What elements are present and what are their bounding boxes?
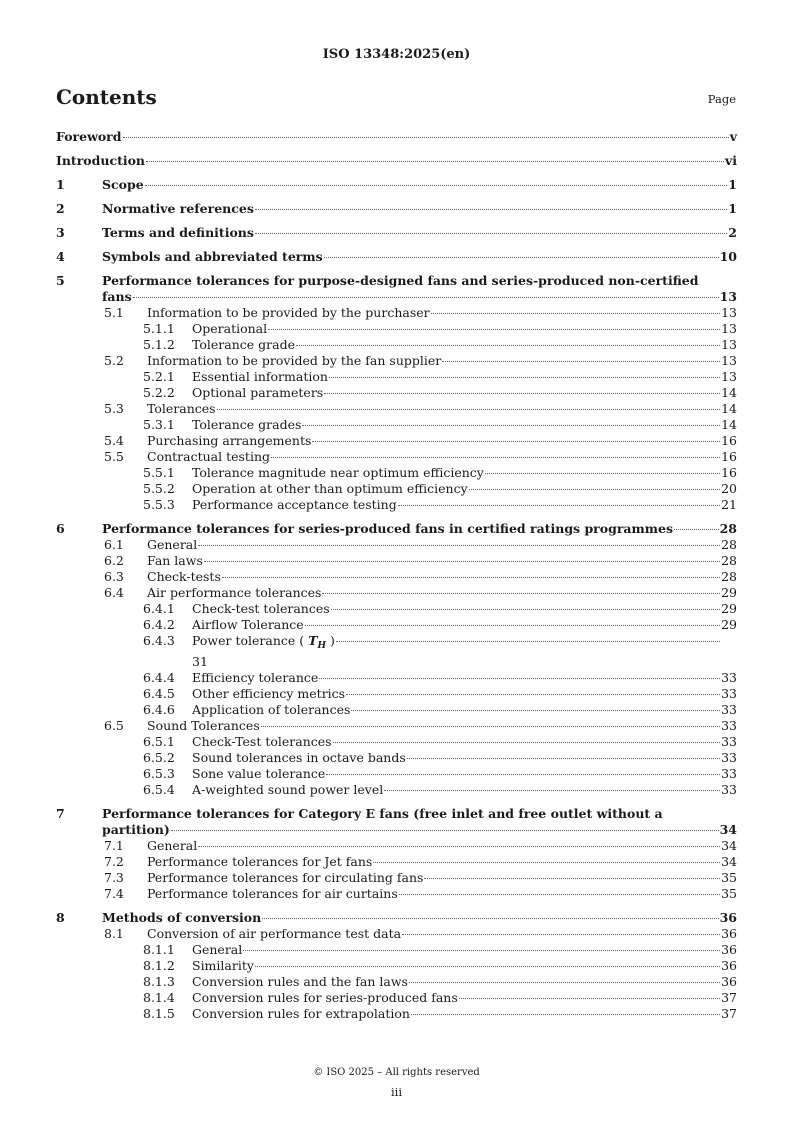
toc-entry-page: 28 <box>721 569 737 584</box>
toc-entry-page: 33 <box>721 766 737 781</box>
toc-entry-number: 6.1 <box>104 537 124 552</box>
toc-entry-title: Conversion of air performance test data <box>147 926 402 941</box>
toc-entry-number: 5.1 <box>104 305 124 320</box>
toc-entry-6-4-1[interactable] <box>56 601 737 617</box>
toc-entry-title-continued: fans <box>102 289 132 304</box>
toc-entry-number: 5.3 <box>104 401 124 416</box>
toc-entry-number: 5.2.2 <box>143 385 175 400</box>
dot-leader <box>324 393 720 394</box>
toc-entry-number: 7.3 <box>104 870 124 885</box>
toc-entry-page: 34 <box>721 838 737 853</box>
toc-entry-number: 6 <box>56 521 65 536</box>
toc-entry-6-4[interactable] <box>56 585 737 601</box>
dot-leader <box>312 441 720 442</box>
toc-entry-number: 6.5.3 <box>143 766 175 781</box>
toc-entry-number: 5.5 <box>104 449 124 464</box>
toc-entry-8-1-1[interactable] <box>56 942 737 958</box>
toc-entry-5-1[interactable] <box>56 305 737 321</box>
toc-entry-title: Tolerances <box>147 401 216 416</box>
toc-entry-5-2-2[interactable] <box>56 385 737 401</box>
toc-entry-title: Scope <box>102 177 144 192</box>
copyright-footer: © ISO 2025 – All rights reserved <box>313 1067 480 1078</box>
toc-entry-number: 2 <box>56 201 65 216</box>
dot-leader <box>146 161 724 162</box>
toc-entry-title: Optional parameters <box>192 385 324 400</box>
toc-entry-5-5-2[interactable] <box>56 481 737 497</box>
page-column-label: Page <box>707 92 736 106</box>
dot-leader <box>198 545 720 546</box>
toc-entry-number: 8.1.5 <box>143 1006 175 1021</box>
dot-leader <box>123 137 729 138</box>
toc-entry-page: 37 <box>721 1006 737 1021</box>
toc-entry-number: 8.1.3 <box>143 974 175 989</box>
toc-entry-6-4-6[interactable] <box>56 702 737 718</box>
document-id-header: ISO 13348:2025(en) <box>322 47 471 62</box>
toc-entry-number: 6.2 <box>104 553 124 568</box>
toc-entry-7-3[interactable] <box>56 870 737 886</box>
toc-entry-title: Conversion rules and the fan laws <box>192 974 408 989</box>
toc-entry-number: 6.4.3 <box>143 633 175 648</box>
dot-leader <box>485 473 720 474</box>
dot-leader <box>271 457 720 458</box>
toc-entry-number: 5.3.1 <box>143 417 175 432</box>
toc-entry-number: 5.5.2 <box>143 481 175 496</box>
toc-entry-page: 35 <box>721 886 737 901</box>
toc-entry-number: 6.4.6 <box>143 702 175 717</box>
toc-entry-page: 29 <box>721 601 737 616</box>
toc-entry-title: Tolerance grade <box>192 337 295 352</box>
dot-leader <box>171 830 719 831</box>
toc-entry-8-1-5[interactable] <box>56 1006 737 1022</box>
dot-leader <box>442 361 720 362</box>
toc-entry-page: 36 <box>721 958 737 973</box>
toc-entry-title: Check-Test tolerances <box>192 734 332 749</box>
toc-entry-number: 5 <box>56 273 65 288</box>
toc-entry-8-1[interactable] <box>56 926 737 942</box>
toc-entry-number: 6.5 <box>104 718 124 733</box>
toc-entry-6[interactable] <box>56 521 737 537</box>
dot-leader <box>351 710 720 711</box>
toc-entry-page: 14 <box>721 401 737 416</box>
toc-entry-6-2[interactable] <box>56 553 737 569</box>
toc-entry-page: 33 <box>721 782 737 797</box>
toc-entry-number: 6.3 <box>104 569 124 584</box>
dot-leader <box>402 934 720 935</box>
dot-leader <box>262 918 718 919</box>
toc-entry-title: Performance tolerances for air curtains <box>147 886 398 901</box>
toc-entry-number: 4 <box>56 249 65 264</box>
toc-entry-title: Symbols and abbreviated terms <box>102 249 323 264</box>
toc-entry-number: 1 <box>56 177 65 192</box>
dot-leader <box>431 313 720 314</box>
toc-entry-number: 5.2 <box>104 353 124 368</box>
dot-leader <box>409 982 720 983</box>
dot-leader <box>384 790 720 791</box>
toc-entry-title: Power tolerance ( $T_H$ ) <box>192 633 335 651</box>
toc-entry-8-1-2[interactable] <box>56 958 737 974</box>
toc-entry-page: 13 <box>721 369 737 384</box>
toc-entry-page: 16 <box>721 465 737 480</box>
toc-entry-page: 36 <box>719 910 737 925</box>
dot-leader <box>346 694 720 695</box>
toc-entry-title: Essential information <box>192 369 328 384</box>
toc-entry-page: 34 <box>721 854 737 869</box>
toc-entry-number: 7.1 <box>104 838 124 853</box>
dot-leader <box>424 878 720 879</box>
dot-leader <box>204 561 720 562</box>
toc-entry-title: Tolerance grades <box>192 417 302 432</box>
toc-entry-page: 14 <box>721 417 737 432</box>
dot-leader <box>398 505 720 506</box>
toc-entry-number: 8.1.4 <box>143 990 175 1005</box>
dot-leader <box>469 489 720 490</box>
toc-entry-5-3-1[interactable] <box>56 417 737 433</box>
dot-leader <box>373 862 720 863</box>
toc-entry-title: Airflow Tolerance <box>192 617 304 632</box>
toc-entry-number: 8.1.1 <box>143 942 175 957</box>
toc-entry-page: 33 <box>721 750 737 765</box>
dot-leader <box>217 409 721 410</box>
toc-entry-page: 13 <box>719 289 737 304</box>
toc-entry-title: Check-tests <box>147 569 221 584</box>
toc-entry-number: 5.5.3 <box>143 497 175 512</box>
toc-entry-title: Application of tolerances <box>192 702 351 717</box>
toc-entry-page: 36 <box>721 974 737 989</box>
toc-entry-page: 33 <box>721 734 737 749</box>
toc-entry-6-4-2[interactable] <box>56 617 737 633</box>
toc-entry-4[interactable] <box>56 249 737 265</box>
dot-leader <box>399 894 720 895</box>
toc-entry-6-4-3[interactable] <box>56 633 737 670</box>
toc-entry-page: 13 <box>721 305 737 320</box>
toc-entry-title: Tolerance magnitude near optimum efficiency <box>192 465 484 480</box>
toc-entry-5-3[interactable] <box>56 401 737 417</box>
page-title: Contents <box>56 85 157 109</box>
toc-entry-5-5-3[interactable] <box>56 497 737 513</box>
toc-entry-page: 16 <box>721 433 737 448</box>
toc-entry-title: Sound Tolerances <box>147 718 260 733</box>
dot-leader <box>305 625 720 626</box>
toc-entry-6-5-1[interactable] <box>56 734 737 750</box>
toc-entry-page: 29 <box>721 585 737 600</box>
toc-entry-title: Sound tolerances in octave bands <box>192 750 406 765</box>
toc-entry-page: 36 <box>721 942 737 957</box>
toc-entry-number: 6.5.1 <box>143 734 175 749</box>
toc-entry-page: 36 <box>721 926 737 941</box>
toc-entry-6-4-4[interactable] <box>56 670 737 686</box>
dot-leader <box>133 297 719 298</box>
toc-entry-title: Information to be provided by the fan supplier <box>147 353 442 368</box>
toc-entry-page: 21 <box>721 497 737 512</box>
toc-entry-page: 13 <box>721 337 737 352</box>
toc-entry-section-7[interactable] <box>56 806 737 838</box>
dot-leader <box>296 345 720 346</box>
toc-entry-title: Introduction <box>56 153 146 168</box>
dot-leader <box>329 377 720 378</box>
dot-leader <box>268 329 720 330</box>
dot-leader <box>322 593 720 594</box>
toc-entry-5-1-1[interactable] <box>56 321 737 337</box>
toc-entry-7-2[interactable] <box>56 854 737 870</box>
toc-entry-number: 7.2 <box>104 854 124 869</box>
toc-entry-title: Contractual testing <box>147 449 270 464</box>
toc-entry-page: 28 <box>721 553 737 568</box>
toc-entry-title: Conversion rules for extrapolation <box>192 1006 410 1021</box>
toc-entry-page: 13 <box>721 353 737 368</box>
toc-entry-6-5-4[interactable] <box>56 782 737 798</box>
toc-entry-section-5[interactable] <box>56 273 737 305</box>
math-symbol: $T_H$ <box>308 633 326 651</box>
toc-entry-page: 1 <box>728 201 737 216</box>
toc-entry-page: 13 <box>721 321 737 336</box>
toc-entry-page: 28 <box>721 537 737 552</box>
toc-entry-title: A-weighted sound power level <box>192 782 384 797</box>
toc-entry-5-5-1[interactable] <box>56 465 737 481</box>
dot-leader <box>411 1014 720 1015</box>
toc-entry-title: Performance tolerances for purpose-designed fans and series-produced non-certified <box>102 273 699 288</box>
toc-entry-number: 3 <box>56 225 65 240</box>
dot-leader <box>459 998 720 999</box>
toc-entry-page: 33 <box>721 702 737 717</box>
toc-entry-title: Performance tolerances for series-produced fans in certified ratings programmes <box>102 521 673 536</box>
toc-entry-title: Performance tolerances for circulating fans <box>147 870 424 885</box>
toc-entry-title: General <box>147 838 198 853</box>
toc-entry-title: Other efficiency metrics <box>192 686 346 701</box>
toc-entry-8-1-3[interactable] <box>56 974 737 990</box>
toc-entry-title: Terms and definitions <box>102 225 254 240</box>
toc-entry-page: v <box>729 129 737 144</box>
table-of-contents <box>56 129 737 1022</box>
toc-entry-page: 20 <box>721 481 737 496</box>
toc-entry-title: General <box>192 942 243 957</box>
toc-entry-title: Check-test tolerances <box>192 601 330 616</box>
toc-entry-number: 6.4.4 <box>143 670 175 685</box>
toc-entry-page: 28 <box>719 521 737 536</box>
toc-entry-page: 10 <box>719 249 737 264</box>
toc-entry-number: 6.5.4 <box>143 782 175 797</box>
toc-entry-6-5-2[interactable] <box>56 750 737 766</box>
toc-entry-title: Performance tolerances for Category E fans (free inlet and free outlet without a <box>102 806 663 821</box>
toc-entry-page: 16 <box>721 449 737 464</box>
toc-entry-title: Operation at other than optimum efficiency <box>192 481 468 496</box>
toc-entry-page: 29 <box>721 617 737 632</box>
toc-entry-title: Methods of conversion <box>102 910 262 925</box>
toc-entry-title: Normative references <box>102 201 254 216</box>
toc-entry-number: 6.4 <box>104 585 124 600</box>
toc-entry-page: 14 <box>721 385 737 400</box>
toc-entry-page: 31 <box>192 654 208 669</box>
toc-entry-number: 8 <box>56 910 65 925</box>
toc-entry-title: Foreword <box>56 129 122 144</box>
dot-leader <box>324 257 719 258</box>
toc-entry-5-1-2[interactable] <box>56 337 737 353</box>
toc-entry-page: 35 <box>721 870 737 885</box>
toc-entry-title: Information to be provided by the purchaser <box>147 305 430 320</box>
page-number: iii <box>390 1085 403 1099</box>
dot-leader <box>331 609 720 610</box>
dot-leader <box>145 185 728 186</box>
toc-entry-title: Fan laws <box>147 553 203 568</box>
toc-entry-page: 37 <box>721 990 737 1005</box>
toc-entry-title: Purchasing arrangements <box>147 433 312 448</box>
toc-entry-5-4[interactable] <box>56 433 737 449</box>
dot-leader <box>326 774 720 775</box>
toc-entry-page: 33 <box>721 670 737 685</box>
toc-entry-number: 7.4 <box>104 886 124 901</box>
toc-entry-8[interactable] <box>56 910 737 926</box>
toc-entry-3[interactable] <box>56 225 737 241</box>
dot-leader <box>333 742 721 743</box>
toc-entry-title: Sone value tolerance <box>192 766 326 781</box>
toc-entry-page: 33 <box>721 718 737 733</box>
dot-leader <box>255 233 727 234</box>
toc-entry-title: General <box>147 537 198 552</box>
toc-entry-number: 5.4 <box>104 433 124 448</box>
toc-entry-5-5[interactable] <box>56 449 737 465</box>
toc-entry-6-4-5[interactable] <box>56 686 737 702</box>
toc-entry-title: Operational <box>192 321 268 336</box>
toc-entry-2[interactable] <box>56 201 737 217</box>
toc-entry-title-continued: partition) <box>102 822 170 837</box>
dot-leader <box>261 726 720 727</box>
toc-entry-6-5[interactable] <box>56 718 737 734</box>
toc-entry-number: 8.1.2 <box>143 958 175 973</box>
toc-entry-number: 6.4.1 <box>143 601 175 616</box>
toc-entry-1[interactable] <box>56 177 737 193</box>
toc-entry-page: 33 <box>721 686 737 701</box>
toc-entry-8-1-4[interactable] <box>56 990 737 1006</box>
toc-entry-page: 34 <box>719 822 737 837</box>
dot-leader <box>302 425 720 426</box>
toc-entry-number: 6.4.5 <box>143 686 175 701</box>
dot-leader <box>243 950 720 951</box>
toc-entry-page: 2 <box>728 225 737 240</box>
dot-leader <box>674 529 719 530</box>
dot-leader <box>407 758 720 759</box>
toc-entry-title: Performance tolerances for Jet fans <box>147 854 373 869</box>
toc-entry-7-4[interactable] <box>56 886 737 902</box>
dot-leader <box>198 846 720 847</box>
toc-entry-number: 5.5.1 <box>143 465 175 480</box>
toc-entry-5-2[interactable] <box>56 353 737 369</box>
toc-entry-6-1[interactable] <box>56 537 737 553</box>
toc-entry-page: vi <box>724 153 737 168</box>
toc-entry-title: Conversion rules for series-produced fans <box>192 990 458 1005</box>
toc-entry-number: 5.1.2 <box>143 337 175 352</box>
toc-entry-number: 7 <box>56 806 65 821</box>
toc-entry-number: 6.5.2 <box>143 750 175 765</box>
toc-entry-title: Efficiency tolerance <box>192 670 319 685</box>
toc-entry-5-2-1[interactable] <box>56 369 737 385</box>
toc-entry-6-5-3[interactable] <box>56 766 737 782</box>
dot-leader <box>319 678 720 679</box>
toc-entry-title: Air performance tolerances <box>147 585 322 600</box>
dot-leader <box>255 966 720 967</box>
toc-entry-foreword[interactable] <box>56 129 737 145</box>
toc-entry-number: 8.1 <box>104 926 124 941</box>
toc-entry-title: Similarity <box>192 958 254 973</box>
toc-entry-number: 6.4.2 <box>143 617 175 632</box>
dot-leader <box>255 209 727 210</box>
toc-entry-page: 1 <box>728 177 737 192</box>
dot-leader <box>336 641 720 642</box>
toc-entry-introduction[interactable] <box>56 153 737 169</box>
toc-entry-6-3[interactable] <box>56 569 737 585</box>
toc-entry-number: 5.2.1 <box>143 369 175 384</box>
toc-entry-7-1[interactable] <box>56 838 737 854</box>
dot-leader <box>222 577 720 578</box>
toc-entry-number: 5.1.1 <box>143 321 175 336</box>
toc-entry-title: Performance acceptance testing <box>192 497 397 512</box>
